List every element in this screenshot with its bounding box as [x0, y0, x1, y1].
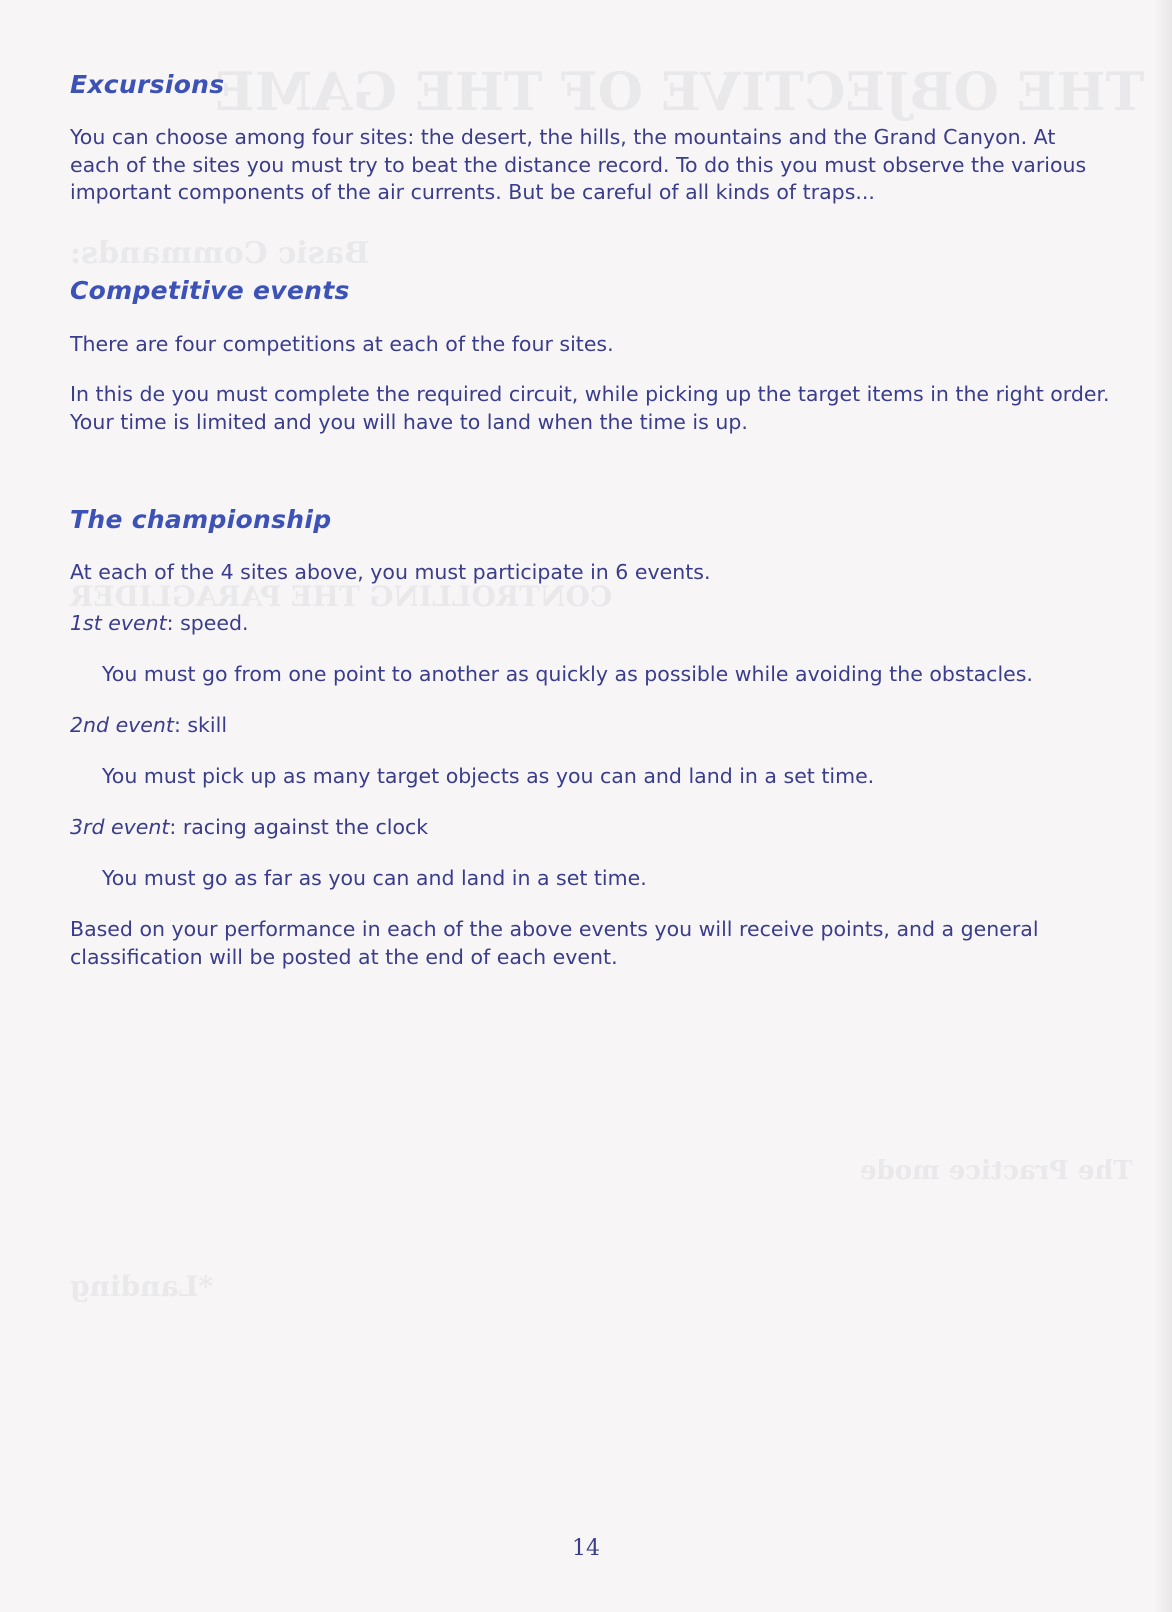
championship-closing: Based on your performance in each of the above events you will receive points, and a general classification will be posted at the end of each event. — [70, 917, 1039, 969]
competitive-events-paragraph: There are four competitions at each of the four sites. — [70, 332, 614, 356]
event-label: 3rd event — [70, 815, 170, 839]
event-name: : racing against the clock — [169, 815, 429, 839]
event-title — [70, 712, 1110, 740]
event-label: 1st event — [70, 611, 167, 635]
excursions-paragraph: You can choose among four sites: the desert, the hills, the mountains and the Grand Canyon. At each of the sites you must try to beat the distance record. To do this you must observe the various important components of the air currents. But be careful of all kinds of traps... — [70, 125, 1087, 204]
competitive-events-heading: Competitive events — [70, 276, 350, 305]
event-title — [70, 814, 1110, 842]
show-through-text: *Landing — [70, 1270, 213, 1303]
page-edge-shadow — [1154, 0, 1172, 1612]
championship-intro: At each of the 4 sites above, you must participate in 6 events. — [70, 560, 711, 584]
excursions-heading: Excursions — [70, 70, 225, 99]
championship-heading: The championship — [70, 505, 332, 534]
show-through-text: CONTROLLING THE PARAGLIDER — [70, 580, 613, 613]
competitive-events-circuit-paragraph: In this de you must complete the required circuit, while picking up the target items in the right order. Your time is limited and you will have to land when the time is up. — [70, 382, 1110, 434]
event-name: : speed. — [166, 611, 249, 635]
event-description: You must pick up as many target objects as you can and land in a set time. — [102, 764, 875, 788]
event-description: You must go from one point to another as quickly as possible while avoiding the obstacles. — [102, 662, 1033, 686]
event-name: : skill — [173, 713, 228, 737]
event-label: 2nd event — [70, 713, 174, 737]
show-through-text: The Practice mode — [860, 1156, 1133, 1186]
show-through-title: THE OBJECTIVE OF THE GAME — [215, 62, 1145, 123]
page-number: 14 — [572, 1536, 600, 1561]
show-through-text: Basic Commands: — [70, 236, 370, 271]
event-title — [70, 610, 1110, 638]
event-description: You must go as far as you can and land in a set time. — [102, 866, 647, 890]
